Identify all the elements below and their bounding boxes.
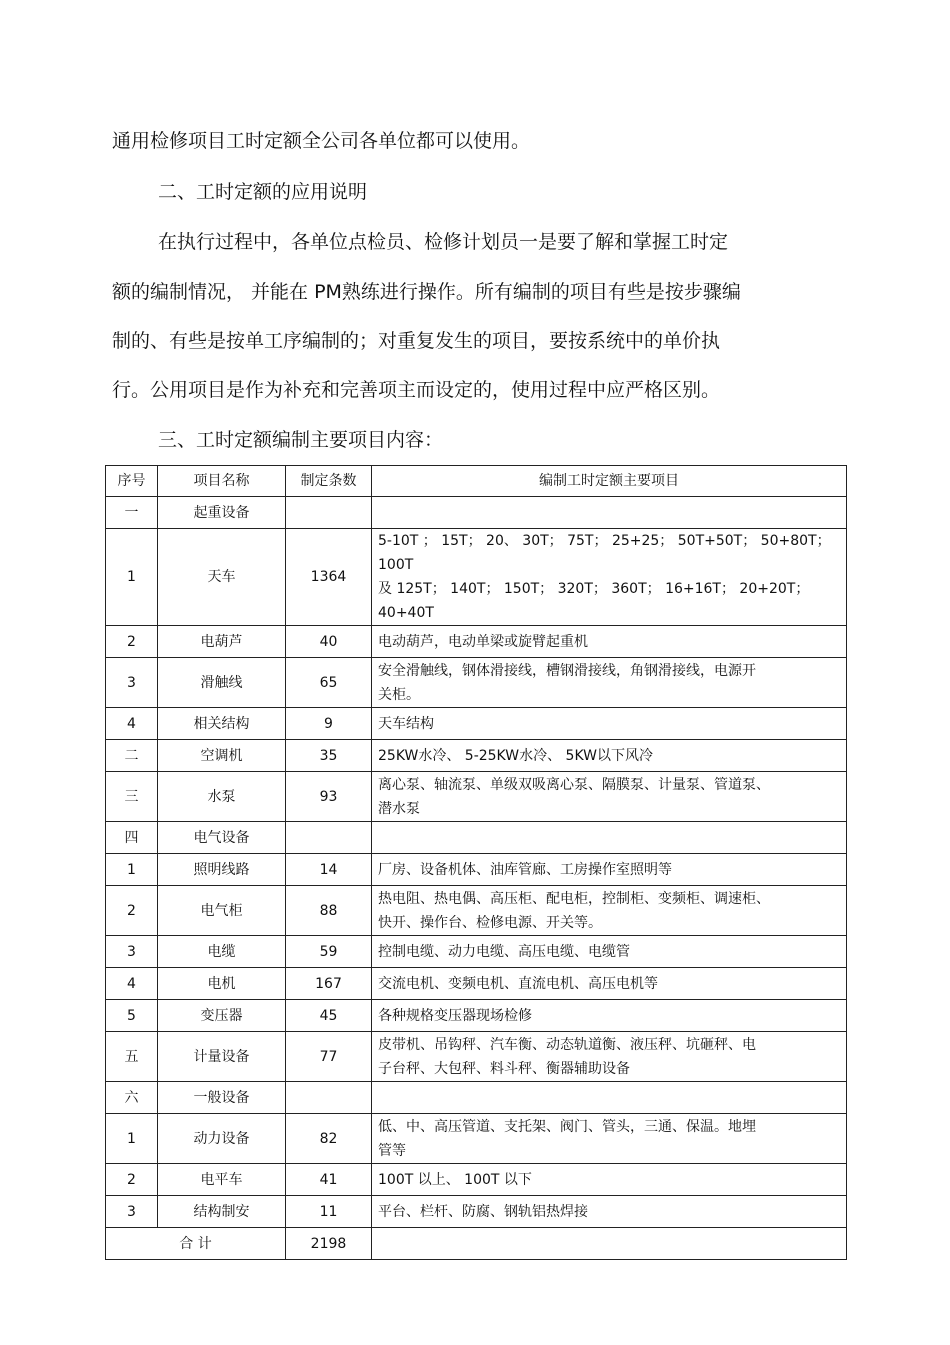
row-no: 五 xyxy=(106,1032,158,1082)
row-desc xyxy=(372,822,847,854)
paragraph-line: 行。公用项目是作为补充和完善项主而设定的，使用过程中应严格区别。 xyxy=(112,379,721,401)
table-body xyxy=(106,497,847,1228)
paragraph-intro: 通用检修项目工时定额全公司各单位都可以使用。 xyxy=(112,130,531,152)
row-count: 65 xyxy=(286,658,372,708)
table-row xyxy=(106,1114,847,1164)
row-count: 11 xyxy=(286,1196,372,1228)
table-row xyxy=(106,1000,847,1032)
row-name: 计量设备 xyxy=(158,1032,286,1082)
paragraph-line: 在执行过程中，各单位点检员、检修计划员一是要了解和掌握工时定 xyxy=(158,231,729,253)
row-no: 4 xyxy=(106,708,158,740)
total-count: 2198 xyxy=(286,1228,372,1260)
row-desc: 交流电机、变频电机、直流电机、高压电机等 xyxy=(372,968,847,1000)
row-no: 2 xyxy=(106,886,158,936)
row-count: 59 xyxy=(286,936,372,968)
table-row xyxy=(106,886,847,936)
row-desc xyxy=(372,497,847,529)
row-count: 14 xyxy=(286,854,372,886)
work-hour-quota-table xyxy=(105,465,847,1260)
row-count: 77 xyxy=(286,1032,372,1082)
table-row xyxy=(106,658,847,708)
header-cell-name: 项目名称 xyxy=(158,466,286,497)
row-no: 3 xyxy=(106,1196,158,1228)
row-no: 2 xyxy=(106,1164,158,1196)
row-no: 3 xyxy=(106,936,158,968)
row-no: 1 xyxy=(106,529,158,626)
row-no: 3 xyxy=(106,658,158,708)
row-desc: 安全滑触线，钢体滑接线，槽钢滑接线，角钢滑接线，电源开 关柜。 xyxy=(372,658,847,708)
row-count: 82 xyxy=(286,1114,372,1164)
row-name: 电机 xyxy=(158,968,286,1000)
row-name: 电气柜 xyxy=(158,886,286,936)
header-cell-desc: 编制工时定额主要项目 xyxy=(372,466,847,497)
table-row xyxy=(106,1196,847,1228)
row-count: 45 xyxy=(286,1000,372,1032)
table-row xyxy=(106,740,847,772)
table-row xyxy=(106,968,847,1000)
row-desc: 25KW水冷、 5-25KW水冷、 5KW以下风冷 xyxy=(372,740,847,772)
row-count xyxy=(286,822,372,854)
row-count: 9 xyxy=(286,708,372,740)
total-label: 合 计 xyxy=(106,1228,286,1260)
row-desc xyxy=(372,1082,847,1114)
row-desc: 离心泵、轴流泵、单级双吸离心泵、隔膜泵、计量泵、管道泵、 潜水泵 xyxy=(372,772,847,822)
row-no: 4 xyxy=(106,968,158,1000)
row-name: 相关结构 xyxy=(158,708,286,740)
row-no: 二 xyxy=(106,740,158,772)
paragraph-line: 额的编制情况， 并能在 PM熟练进行操作。所有编制的项目有些是按步骤编 xyxy=(112,281,741,303)
row-count: 1364 xyxy=(286,529,372,626)
table-total-row xyxy=(106,1228,847,1260)
row-desc: 电动葫芦，电动单梁或旋臂起重机 xyxy=(372,626,847,658)
row-no: 5 xyxy=(106,1000,158,1032)
table-header-row xyxy=(106,466,847,497)
row-name: 照明线路 xyxy=(158,854,286,886)
row-desc: 各种规格变压器现场检修 xyxy=(372,1000,847,1032)
row-desc: 热电阻、热电偶、高压柜、配电柜，控制柜、变频柜、调速柜、 快开、操作台、检修电源、开关等。 xyxy=(372,886,847,936)
row-no: 四 xyxy=(106,822,158,854)
row-count: 93 xyxy=(286,772,372,822)
header-cell-no: 序号 xyxy=(106,466,158,497)
row-name: 空调机 xyxy=(158,740,286,772)
table-row xyxy=(106,529,847,626)
row-name: 电缆 xyxy=(158,936,286,968)
row-count xyxy=(286,497,372,529)
table-row xyxy=(106,1082,847,1114)
header-cell-count: 制定条数 xyxy=(286,466,372,497)
row-no: 1 xyxy=(106,1114,158,1164)
row-no: 2 xyxy=(106,626,158,658)
row-no: 六 xyxy=(106,1082,158,1114)
row-desc: 皮带机、吊钩秤、汽车衡、动态轨道衡、液压秤、坑砸秤、电 子台秤、大包秤、料斗秤、衡器辅助设备 xyxy=(372,1032,847,1082)
row-desc: 控制电缆、动力电缆、高压电缆、电缆管 xyxy=(372,936,847,968)
row-count xyxy=(286,1082,372,1114)
row-count: 40 xyxy=(286,626,372,658)
paragraph-line: 制的、有些是按单工序编制的；对重复发生的项目，要按系统中的单价执 xyxy=(112,330,721,352)
row-name: 水泵 xyxy=(158,772,286,822)
row-desc: 低、中、高压管道、支托架、阀门、管头，三通、保温。地埋 管等 xyxy=(372,1114,847,1164)
table-row xyxy=(106,626,847,658)
section-heading-2: 二、工时定额的应用说明 xyxy=(158,181,368,203)
row-desc: 平台、栏杆、防腐、钢轨铝热焊接 xyxy=(372,1196,847,1228)
row-no: 1 xyxy=(106,854,158,886)
table-row xyxy=(106,822,847,854)
row-name: 电平车 xyxy=(158,1164,286,1196)
row-name: 动力设备 xyxy=(158,1114,286,1164)
row-name: 一般设备 xyxy=(158,1082,286,1114)
row-no: 三 xyxy=(106,772,158,822)
row-count: 167 xyxy=(286,968,372,1000)
row-desc: 5-10T ； 15T； 20、 30T； 75T； 25+25； 50T+50T； 50+80T； 100T 及 125T； 140T； 150T； 320T； 360T； 16+16T； 20+20T； 40+40T xyxy=(372,529,847,626)
row-desc: 厂房、设备机体、油库管廊、工房操作室照明等 xyxy=(372,854,847,886)
section-heading-3: 三、工时定额编制主要项目内容： xyxy=(158,429,444,451)
table-row xyxy=(106,497,847,529)
table-row xyxy=(106,854,847,886)
total-desc xyxy=(372,1228,847,1260)
table-row xyxy=(106,772,847,822)
table-row xyxy=(106,1164,847,1196)
row-name: 电气设备 xyxy=(158,822,286,854)
row-name: 起重设备 xyxy=(158,497,286,529)
table-row xyxy=(106,1032,847,1082)
row-name: 天车 xyxy=(158,529,286,626)
table-row xyxy=(106,936,847,968)
row-count: 41 xyxy=(286,1164,372,1196)
row-name: 结构制安 xyxy=(158,1196,286,1228)
table-row xyxy=(106,708,847,740)
row-name: 滑触线 xyxy=(158,658,286,708)
row-desc: 100T 以上、 100T 以下 xyxy=(372,1164,847,1196)
row-count: 35 xyxy=(286,740,372,772)
row-name: 变压器 xyxy=(158,1000,286,1032)
row-desc: 天车结构 xyxy=(372,708,847,740)
row-no: 一 xyxy=(106,497,158,529)
row-name: 电葫芦 xyxy=(158,626,286,658)
row-count: 88 xyxy=(286,886,372,936)
